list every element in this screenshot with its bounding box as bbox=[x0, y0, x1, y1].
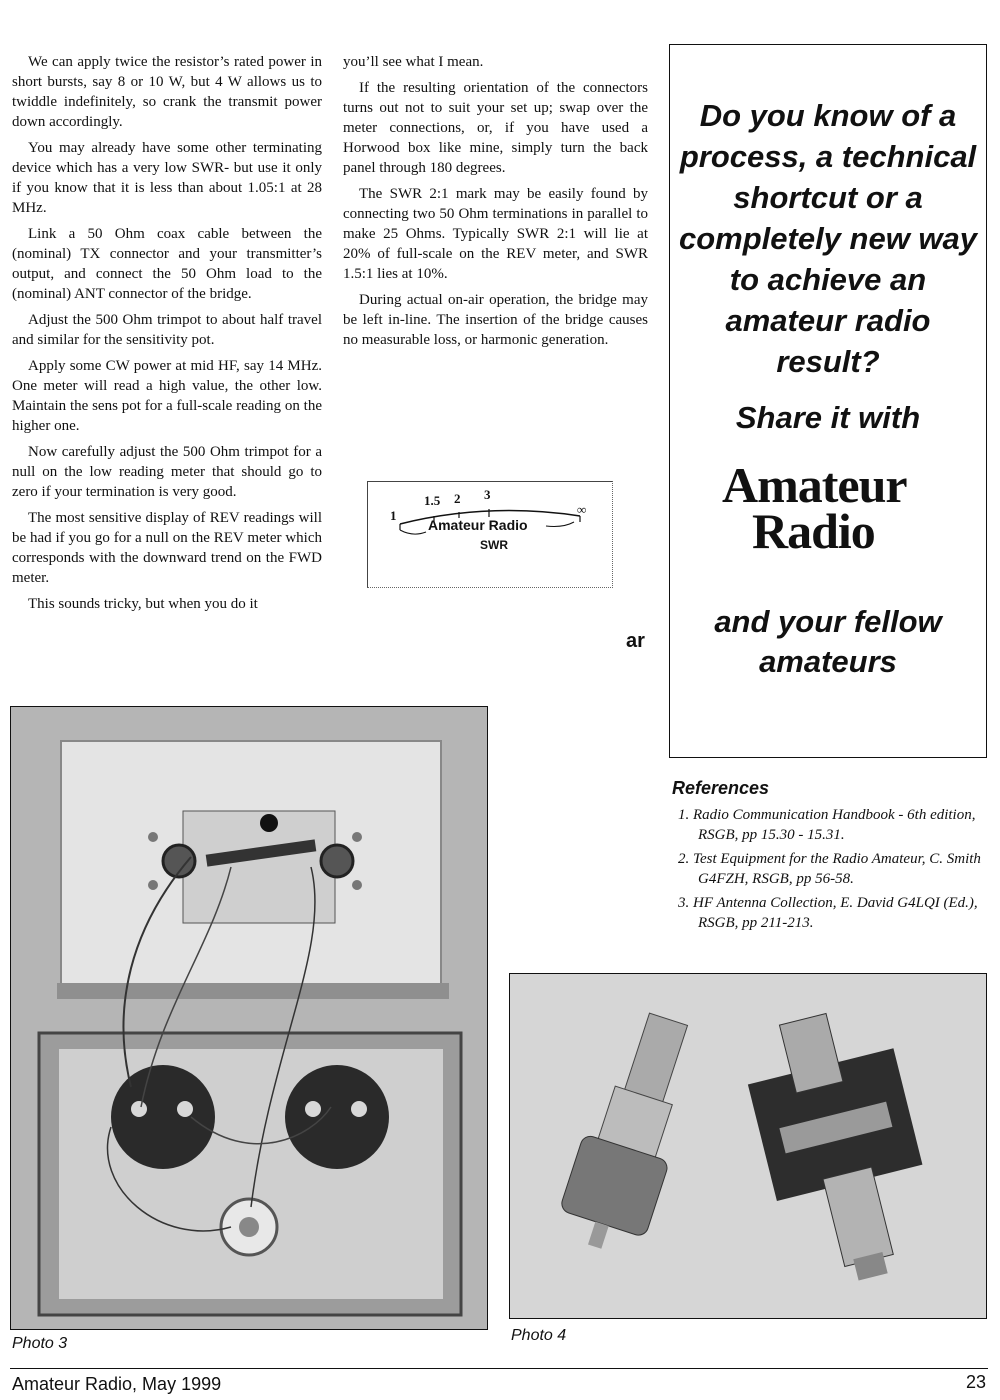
paragraph: You may already have some other terminating device which has a very low SWR- but use it only if you know that it is less than about 1.05:1 at 28 MHz. bbox=[12, 140, 322, 216]
paragraph: Now carefully adjust the 500 Ohm trimpot for a null on the low reading meter that should go to zero if your termination is very good. bbox=[12, 444, 322, 500]
photo-3-image bbox=[11, 707, 488, 1330]
photo-4-caption: Photo 4 bbox=[511, 1327, 567, 1344]
paragraph: During actual on-air operation, the bridge may be left in-line. The insertion of the bridge causes no measurable loss, or harmonic generation. bbox=[343, 292, 648, 348]
meter-brand: Amateur Radio bbox=[428, 517, 528, 533]
photo-3-caption: Photo 3 bbox=[12, 1335, 68, 1352]
paragraph: Link a 50 Ohm coax cable between the (nominal) TX connector and your transmitter’s output, and connect the 50 Ohm load to the (nominal) ANT connector of the bridge. bbox=[12, 226, 322, 302]
paragraph: Adjust the 500 Ohm trimpot to about half travel and similar for the sensitivity pot. bbox=[12, 312, 322, 348]
paragraph: If the resulting orientation of the connectors turns out not to suit your set up; swap over the meter connections, or, if you have used a Horwood box like mine, simply turn the back panel through 180 degrees. bbox=[343, 80, 648, 176]
scale-mark-infinity: ∞ bbox=[577, 502, 587, 517]
references-section bbox=[672, 778, 982, 937]
paragraph: The SWR 2:1 mark may be easily found by connecting two 50 Ohm terminations in parallel to make 25 Ohms. Typically SWR 2:1 will lie at 20% of full-scale on the REV meter, and SWR 1.5:1 lies at 10%. bbox=[343, 186, 648, 282]
article-column-1 bbox=[12, 52, 322, 620]
article-end-mark: ar bbox=[626, 630, 645, 652]
page-number: 23 bbox=[965, 1372, 986, 1392]
paragraph: We can apply twice the resistor’s rated power in short bursts, say 8 or 10 W, but 4 W allows us to twiddle indefinitely, so crank the transmit power down accordingly. bbox=[12, 54, 322, 130]
reference-item: 2. Test Equipment for the Radio Amateur, C. Smith G4FZH, RSGB, pp 56-58. bbox=[678, 851, 981, 887]
references-heading: References bbox=[672, 778, 770, 798]
paragraph: This sounds tricky, but when you do it bbox=[28, 596, 258, 612]
scale-mark-1: 1 bbox=[390, 508, 397, 523]
magazine-logo bbox=[708, 457, 948, 559]
photo-3-bridge-interior bbox=[10, 706, 488, 1330]
advert-question: Do you know of a process, a technical shortcut or a completely new way to achieve an amateur radio result? bbox=[678, 98, 978, 379]
photo-4-image bbox=[510, 974, 987, 1319]
paragraph: The most sensitive display of REV readings will be had if you go for a null on the REV meter which corresponds with the downward trend on the FWD meter. bbox=[12, 510, 322, 586]
paragraph: Apply some CW power at mid HF, say 14 MHz. One meter will read a high value, the other low. Maintain the sens pot for a full-scale reading on the higher one. bbox=[12, 358, 322, 434]
scale-mark-1-5: 1.5 bbox=[424, 493, 441, 508]
reference-item: 1. Radio Communication Handbook - 6th edition, RSGB, pp 15.30 - 15.31. bbox=[678, 807, 976, 843]
advert-box bbox=[669, 44, 987, 758]
footer-rule bbox=[10, 1368, 988, 1369]
advert-share-line: Share it with bbox=[735, 400, 921, 435]
logo-line-2: Radio bbox=[752, 503, 875, 559]
scale-mark-3: 3 bbox=[484, 487, 491, 502]
footer-publication: Amateur Radio, May 1999 bbox=[12, 1374, 222, 1394]
meter-scale-figure bbox=[367, 481, 613, 588]
meter-label: SWR bbox=[480, 538, 508, 552]
article-column-2 bbox=[343, 52, 648, 356]
advert-closing: and your fellow amateurs bbox=[714, 604, 942, 679]
reference-item: 3. HF Antenna Collection, E. David G4LQI (Ed.), RSGB, pp 211-213. bbox=[678, 895, 978, 931]
logo-line-1: Amateur bbox=[722, 457, 907, 513]
paragraph: you’ll see what I mean. bbox=[343, 54, 484, 70]
scale-mark-2: 2 bbox=[454, 491, 461, 506]
photo-4-connectors bbox=[509, 973, 987, 1319]
